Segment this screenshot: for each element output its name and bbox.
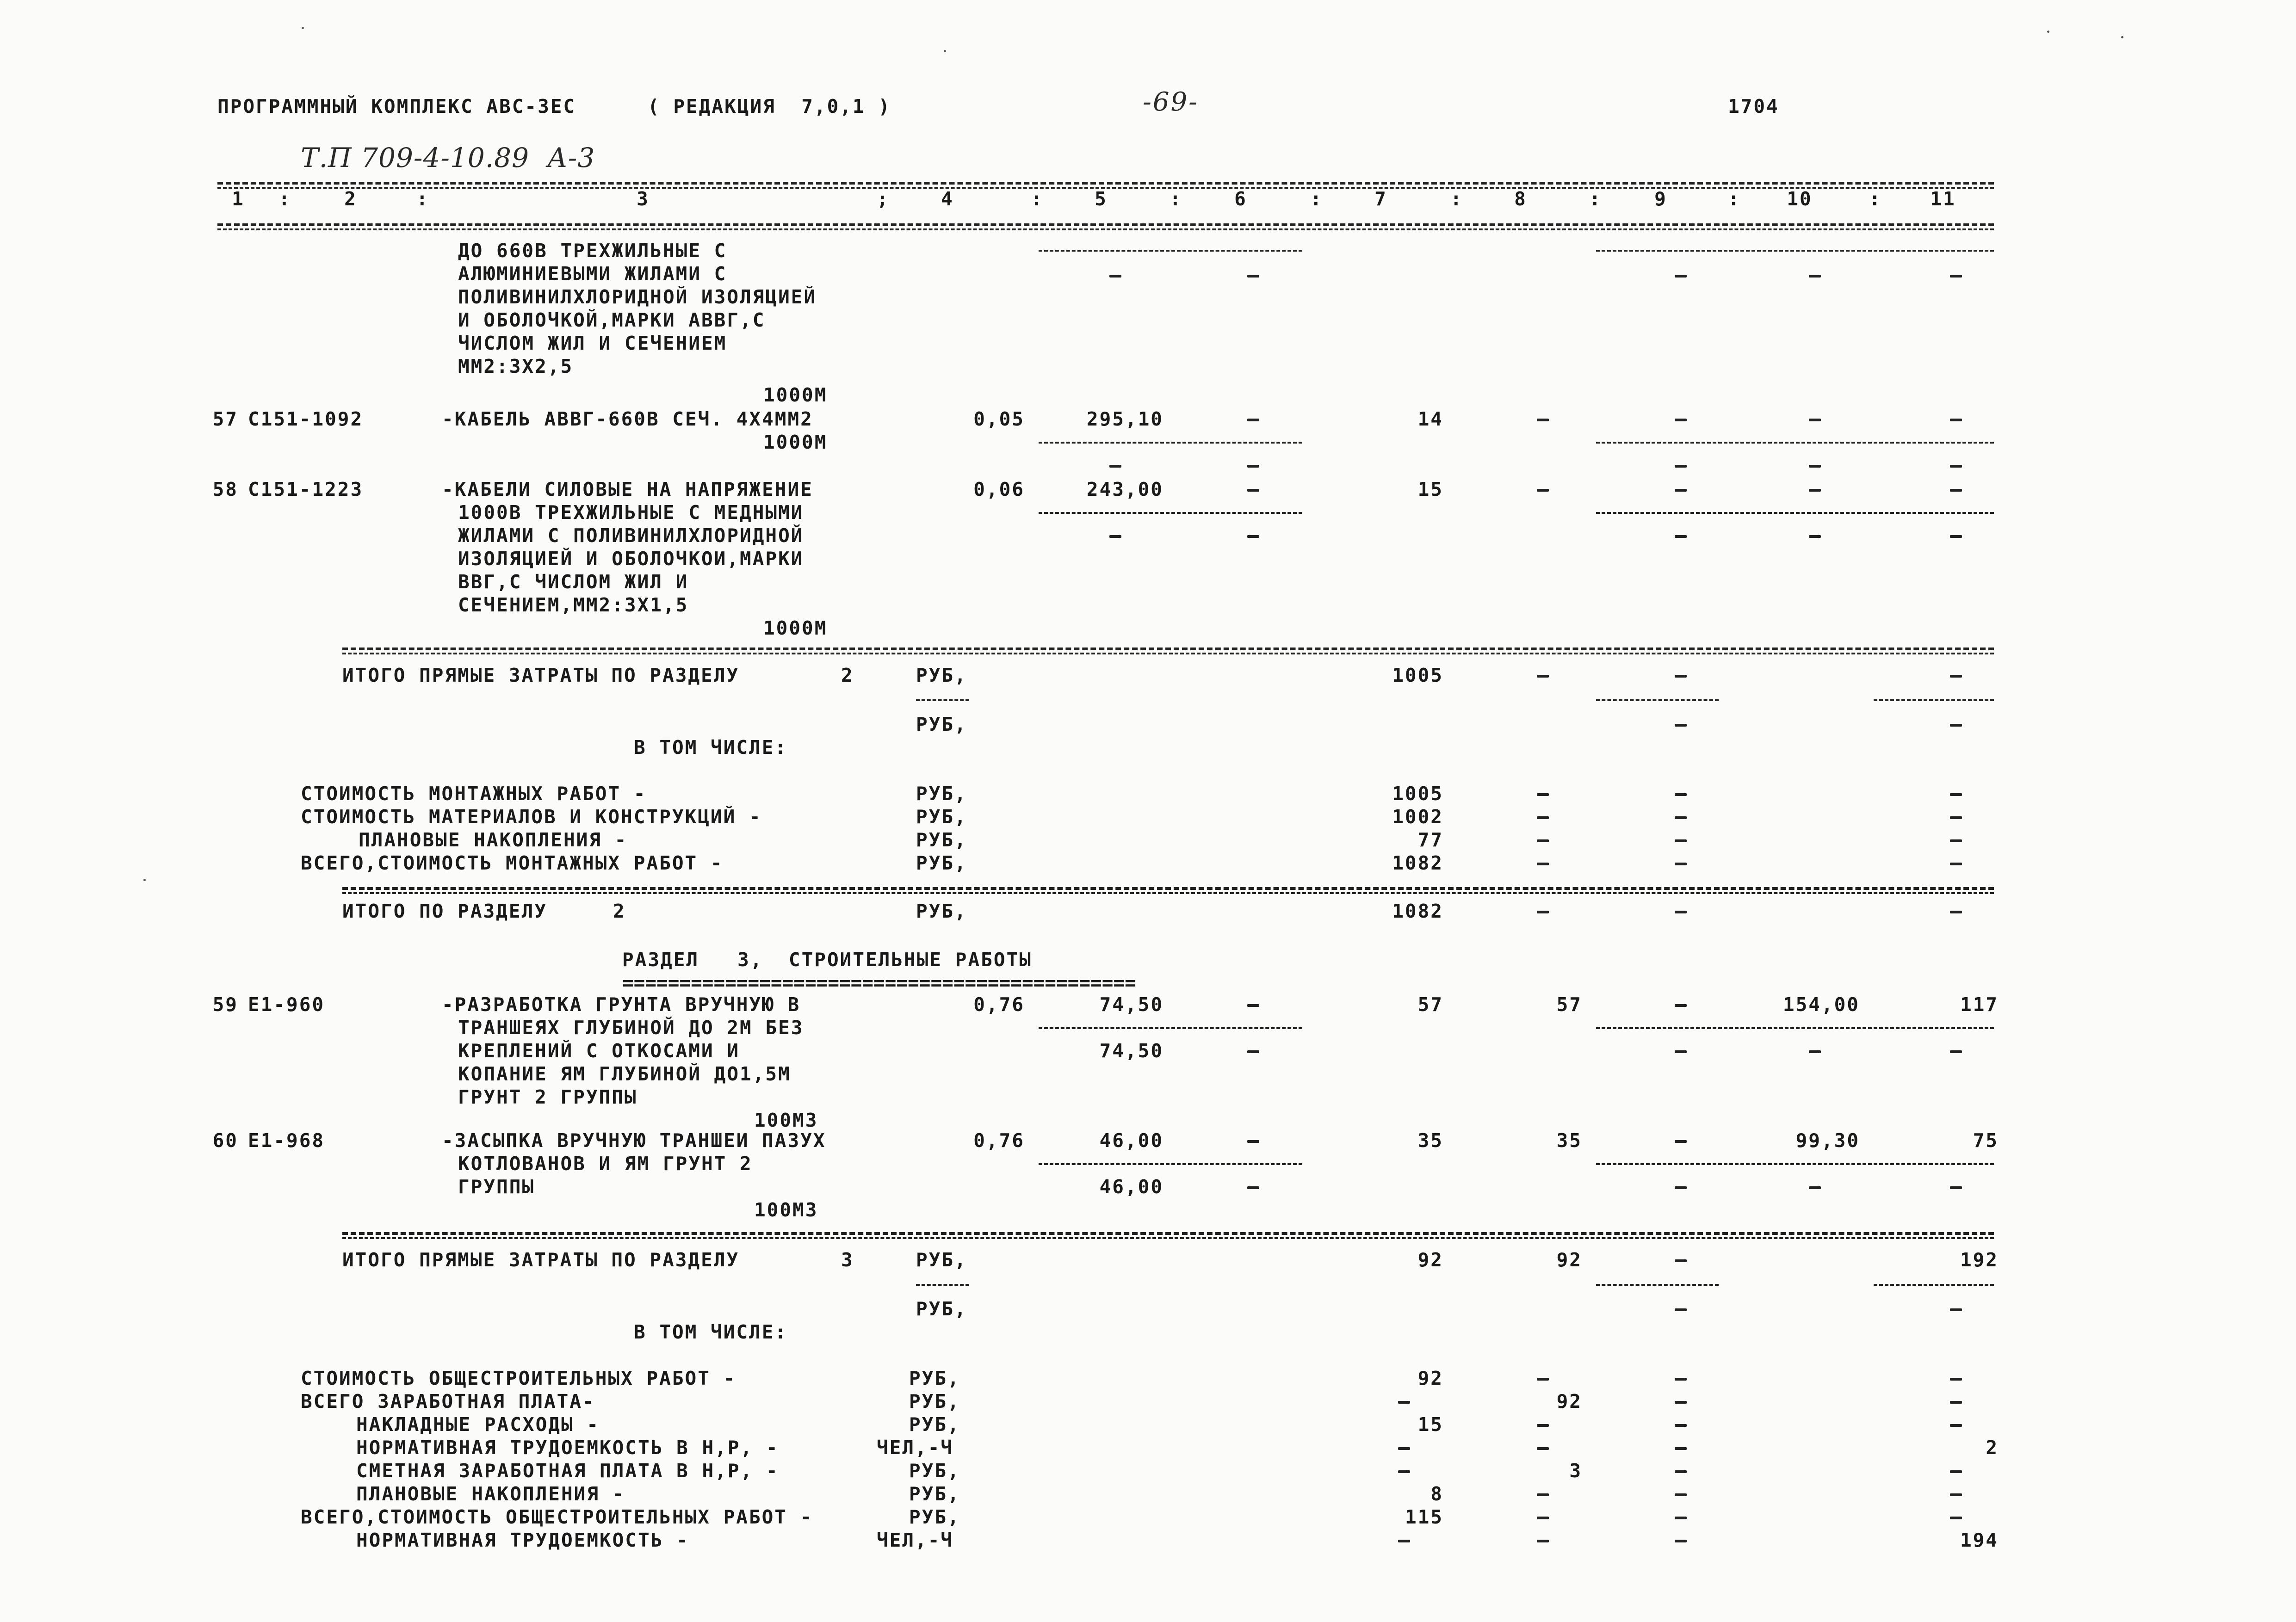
total-cost: 1005 [1392,664,1443,686]
col-header-10: 10 [1787,188,1813,210]
labor-total: 75 [1973,1129,1999,1152]
norm-code: Е1-960 [248,993,325,1016]
total-cost: 15 [1417,478,1443,500]
col-header-11: 11 [1930,188,1956,210]
row-number: 57 [212,408,238,430]
document-code: 1704 [1728,95,1779,117]
col-header-8: 8 [1514,188,1527,210]
page-number: -69- [1143,87,1199,117]
entry-unit: 1000М [763,617,828,639]
unit-cost: 295,10 [1086,408,1163,430]
col-header-1: 1 [232,188,245,210]
col-header-2: 2 [344,188,357,210]
section-3-underline: ============================================= [622,972,1136,994]
total-cost: 1082 [1392,900,1443,922]
section-3-rule [342,1232,1994,1235]
norm-code: Е1-968 [248,1129,325,1152]
including-label: В ТОМ ЧИСЛЕ: [634,736,788,759]
col-header-9: 9 [1654,188,1667,210]
labor-total: 192 [1960,1249,1999,1271]
row-number: 59 [212,993,238,1016]
section-number: 2 [841,664,854,686]
unit-cost: 74,50 [1099,993,1163,1016]
wage-cost: 57 [1556,993,1582,1016]
col-header-6: 6 [1234,188,1247,210]
section-number: 2 [613,900,626,922]
col-header-3: 3 [637,188,650,210]
header-bottom-rule [217,223,1994,226]
header-bottom-rule-2 [217,228,1994,230]
including-label: В ТОМ ЧИСЛЕ: [634,1321,788,1343]
unit-label: РУБ, [916,1249,967,1271]
unit-wage: 74,50 [1099,1040,1163,1062]
row-number: 60 [212,1129,238,1152]
section-2-rule [342,648,1994,650]
program-title: ПРОГРАММНЫЙ КОМПЛЕКС АВС-3ЕС [217,95,576,117]
quantity: 0,76 [973,993,1025,1016]
entry-unit: 1000М [763,384,828,406]
wage-cost: 35 [1556,1129,1582,1152]
unit-cost: 46,00 [1099,1129,1163,1152]
col-header-4: 4 [941,188,954,210]
unit-label-2: РУБ, [916,1298,967,1320]
unit-wage: 46,00 [1099,1176,1163,1198]
edition-label: ( РЕДАКЦИЯ 7,0,1 ) [648,95,891,117]
quantity: 0,06 [973,478,1025,500]
labor-norm: 154,00 [1782,993,1860,1016]
quantity: 0,05 [973,408,1025,430]
summary-title: ИТОГО ПРЯМЫЕ ЗАТРАТЫ ПО РАЗДЕЛУ [342,664,740,686]
col-header-7: 7 [1374,188,1387,210]
norm-code: С151-1223 [248,478,364,500]
labor-norm: 99,30 [1795,1129,1860,1152]
handwritten-reference: Т.П 709-4-10.89 А-3 [301,142,595,173]
col-header-5: 5 [1095,188,1108,210]
summary-title: ИТОГО ПО РАЗДЕЛУ [342,900,547,922]
unit-label: РУБ, [916,900,967,922]
summary-title: ИТОГО ПРЯМЫЕ ЗАТРАТЫ ПО РАЗДЕЛУ [342,1249,740,1271]
section-3-title: РАЗДЕЛ 3, СТРОИТЕЛЬНЫЕ РАБОТЫ [622,949,1032,971]
unit-label: РУБ, [916,664,967,686]
row-number: 58 [212,478,238,500]
quantity: 0,76 [973,1129,1025,1152]
wage-cost: 92 [1556,1249,1582,1271]
section-number: 3 [841,1249,854,1271]
work-description: -КАБЕЛЬ АВВГ-660В СЕЧ. 4Х4ММ2 [442,408,813,430]
total-cost: 14 [1417,408,1443,430]
header-top-rule [217,182,1994,185]
unit-label-2: РУБ, [916,713,967,735]
total-cost: 57 [1417,993,1443,1016]
unit-cost: 243,00 [1086,478,1163,500]
labor-total: 117 [1960,993,1999,1016]
entry-unit: 100М3 [754,1109,818,1131]
norm-code: С151-1092 [248,408,364,430]
entry-unit: 1000М [763,431,828,453]
total-cost: 35 [1417,1129,1443,1152]
total-cost: 92 [1417,1249,1443,1271]
entry-unit: 100М3 [754,1199,818,1221]
